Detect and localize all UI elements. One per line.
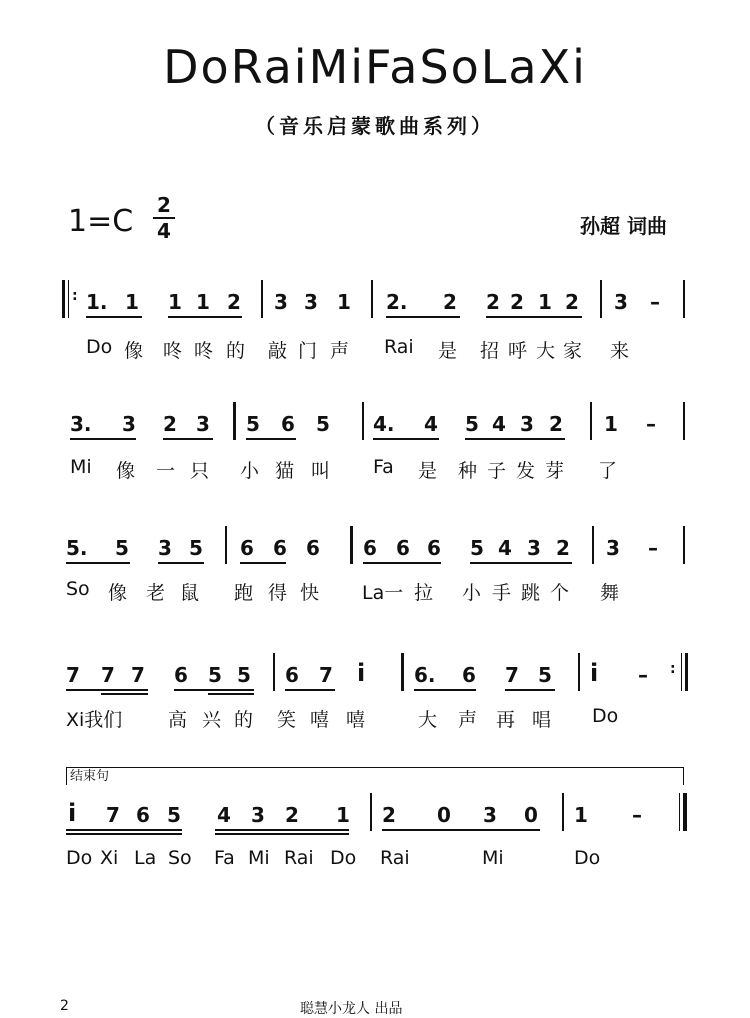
- lyric: Do: [66, 847, 93, 869]
- note: 1: [125, 290, 139, 314]
- lyric: 门: [298, 340, 318, 362]
- notes-row: [0, 290, 750, 330]
- barline: [370, 793, 372, 831]
- lyric: 声: [458, 709, 478, 731]
- notes-row: [0, 659, 750, 703]
- lyric: 个: [550, 582, 570, 604]
- note: 5: [316, 412, 330, 436]
- note: 1: [574, 803, 588, 827]
- note: 2: [486, 290, 500, 314]
- lyric: 来: [610, 340, 630, 362]
- barline: [683, 280, 685, 318]
- repeat-end-thin: [681, 653, 682, 691]
- lyric: So: [168, 847, 192, 869]
- lyric: 声: [330, 340, 350, 362]
- lyric: 嘻: [310, 709, 330, 731]
- barline: [371, 280, 373, 318]
- lyric: 呼: [508, 340, 528, 362]
- note: 5: [237, 663, 251, 687]
- barline: [401, 653, 404, 691]
- note-dash: –: [638, 663, 648, 687]
- lyric: 咚: [194, 340, 214, 362]
- repeat-start-thin: [68, 280, 69, 318]
- note: 5: [465, 412, 479, 436]
- lyric: 手: [492, 582, 512, 604]
- note: 2: [285, 803, 299, 827]
- lyric: 大: [418, 709, 438, 731]
- note: 6.: [414, 663, 436, 687]
- note: 4: [424, 412, 438, 436]
- lyric: Do: [330, 847, 357, 869]
- note-dash: –: [650, 290, 660, 314]
- note: 6: [281, 412, 295, 436]
- note: 0: [524, 803, 538, 827]
- lyric: 了: [598, 460, 618, 482]
- lyric: 咚: [163, 340, 183, 362]
- note: 5: [115, 536, 129, 560]
- note: 1: [336, 803, 350, 827]
- time-signature: [153, 194, 175, 242]
- note: 2.: [386, 290, 408, 314]
- note: 3.: [70, 412, 92, 436]
- note: 4: [217, 803, 231, 827]
- lyric: 舞: [600, 582, 620, 604]
- underline: [386, 316, 460, 318]
- lyric: 跑: [234, 582, 254, 604]
- lyric: Do: [574, 847, 601, 869]
- note: 2: [443, 290, 457, 314]
- note: 6: [396, 536, 410, 560]
- repeat-start-barline: [62, 280, 65, 318]
- barline: [350, 526, 353, 564]
- lyric: 子: [487, 460, 507, 482]
- lyric: 招: [480, 340, 500, 362]
- note: 4: [492, 412, 506, 436]
- lyric: 笑: [277, 709, 297, 731]
- underline: [66, 689, 148, 691]
- underline: [208, 693, 254, 695]
- underline: [174, 689, 254, 691]
- barline: [225, 526, 227, 564]
- note: 3: [122, 412, 136, 436]
- note: 6: [174, 663, 188, 687]
- note: 4.: [373, 412, 395, 436]
- barline: [362, 402, 364, 440]
- lyric: 鼠: [180, 582, 200, 604]
- note: 7: [101, 663, 115, 687]
- note: 5: [189, 536, 203, 560]
- note-high: i: [357, 659, 366, 687]
- lyric: 像: [116, 460, 136, 482]
- underline: [505, 689, 555, 691]
- underline: [382, 829, 540, 831]
- note: 2: [565, 290, 579, 314]
- note: 5: [208, 663, 222, 687]
- lyric: 是: [418, 460, 438, 482]
- note-dash: –: [648, 536, 658, 560]
- lyric: Xi我们: [66, 709, 123, 731]
- note: 7: [505, 663, 519, 687]
- note: 7: [66, 663, 80, 687]
- repeat-end-barline: [685, 653, 688, 691]
- lyric: Mi: [482, 847, 504, 869]
- ending-label: 结束句: [70, 769, 110, 784]
- note: 5: [167, 803, 181, 827]
- lyric: Fa: [214, 847, 235, 869]
- lyric: Mi: [248, 847, 270, 869]
- lyric: 芽: [545, 460, 565, 482]
- underline: [70, 438, 136, 440]
- lyric: 唱: [532, 709, 552, 731]
- note: 5: [538, 663, 552, 687]
- note: 5.: [66, 536, 88, 560]
- lyric: 小: [462, 582, 482, 604]
- final-barline-thin: [679, 793, 680, 831]
- note: 4: [498, 536, 512, 560]
- note: 3: [251, 803, 265, 827]
- lyric: 老: [146, 582, 166, 604]
- lyric: 高: [168, 709, 188, 731]
- lyric: So: [66, 578, 90, 600]
- lyric: 一: [156, 460, 176, 482]
- note: 2: [163, 412, 177, 436]
- note: 6: [240, 536, 254, 560]
- note: 3: [483, 803, 497, 827]
- note: 2: [382, 803, 396, 827]
- barline: [590, 402, 592, 440]
- final-barline-thick: [683, 793, 687, 831]
- note: 3: [520, 412, 534, 436]
- note: 1: [168, 290, 182, 314]
- lyric: 小: [240, 460, 260, 482]
- time-signature-top: 2: [157, 193, 171, 217]
- ending-bracket: [66, 767, 684, 785]
- page-number: 2: [60, 998, 69, 1014]
- lyric: Do: [86, 336, 113, 358]
- underline: [486, 316, 582, 318]
- note: 5: [246, 412, 260, 436]
- note: 7: [131, 663, 145, 687]
- lyric: 只: [190, 460, 210, 482]
- note: 6: [462, 663, 476, 687]
- lyric: 像: [108, 582, 128, 604]
- underline: [86, 316, 142, 318]
- underline: [470, 562, 572, 564]
- author-credit: 孙超 词曲: [580, 214, 667, 238]
- lyric: 叫: [311, 460, 331, 482]
- note-dash: –: [632, 803, 642, 827]
- note-dash: –: [646, 412, 656, 436]
- underline: [66, 829, 182, 831]
- lyric: 的: [234, 709, 254, 731]
- lyric: 跳: [521, 582, 541, 604]
- underline: [373, 438, 439, 440]
- lyric: La: [134, 847, 157, 869]
- lyric: 种: [458, 460, 478, 482]
- note: 1: [337, 290, 351, 314]
- note: 2: [510, 290, 524, 314]
- note: 5: [470, 536, 484, 560]
- note: 0: [437, 803, 451, 827]
- underline: [240, 562, 286, 564]
- key-signature: 1=C: [68, 204, 134, 239]
- note: 6: [285, 663, 299, 687]
- underline: [215, 829, 349, 831]
- repeat-dot: :: [72, 288, 78, 304]
- barline: [233, 402, 236, 440]
- note: 7: [319, 663, 333, 687]
- lyric: Rai: [384, 336, 414, 358]
- note: 2: [227, 290, 241, 314]
- notes-row: [0, 536, 750, 576]
- underline: [101, 693, 148, 695]
- underline: [285, 689, 335, 691]
- note: 3: [158, 536, 172, 560]
- barline: [261, 280, 263, 318]
- barline: [683, 526, 685, 564]
- lyric: 的: [226, 340, 246, 362]
- note: 3: [304, 290, 318, 314]
- lyric: Rai: [284, 847, 314, 869]
- lyric: 大: [536, 340, 556, 362]
- note: 6: [363, 536, 377, 560]
- lyric: La一: [362, 582, 404, 604]
- underline: [363, 562, 441, 564]
- underline: [465, 438, 565, 440]
- lyric: Rai: [380, 847, 410, 869]
- note: 1: [604, 412, 618, 436]
- song-title: DoRaiMiFaSoLaXi: [163, 40, 587, 94]
- lyric: Do: [592, 705, 619, 727]
- note: 3: [527, 536, 541, 560]
- note: 2: [556, 536, 570, 560]
- underline: [163, 438, 213, 440]
- song-subtitle: （音乐启蒙歌曲系列）: [255, 114, 495, 138]
- lyric: 嘻: [346, 709, 366, 731]
- underline: [414, 689, 476, 691]
- note: 1: [538, 290, 552, 314]
- lyric: 敲: [268, 340, 288, 362]
- note: 6: [306, 536, 320, 560]
- note: 6: [273, 536, 287, 560]
- note: 1: [196, 290, 210, 314]
- underline: [66, 833, 182, 835]
- barline: [562, 793, 564, 831]
- lyric: 是: [438, 340, 458, 362]
- underline: [66, 562, 130, 564]
- barline: [273, 653, 275, 691]
- notes-row: [0, 412, 750, 452]
- note: 1.: [86, 290, 108, 314]
- barline: [578, 653, 580, 691]
- notes-row: [0, 799, 750, 843]
- lyric: 再: [496, 709, 516, 731]
- lyric: Xi: [100, 847, 119, 869]
- note-high: i: [68, 799, 77, 827]
- publisher-credit: 聪慧小龙人 出品: [300, 1001, 403, 1017]
- barline: [592, 526, 594, 564]
- underline: [158, 562, 204, 564]
- note: 7: [106, 803, 120, 827]
- underline: [246, 438, 296, 440]
- time-signature-bottom: 4: [157, 219, 171, 243]
- barline: [683, 402, 685, 440]
- lyric: 家: [563, 340, 583, 362]
- note: 3: [614, 290, 628, 314]
- note: 3: [196, 412, 210, 436]
- lyric: 发: [516, 460, 536, 482]
- underline: [215, 833, 349, 835]
- note: 6: [136, 803, 150, 827]
- note: 3: [274, 290, 288, 314]
- note-high: i: [590, 659, 599, 687]
- note: 3: [606, 536, 620, 560]
- note: 2: [549, 412, 563, 436]
- barline: [600, 280, 602, 318]
- lyric: 快: [300, 582, 320, 604]
- lyric: 得: [268, 582, 288, 604]
- underline: [168, 316, 242, 318]
- lyric: Mi: [70, 456, 92, 478]
- lyric: 像: [124, 340, 144, 362]
- lyric: Fa: [373, 456, 394, 478]
- repeat-dot: :: [670, 661, 676, 677]
- lyric: 兴: [202, 709, 222, 731]
- note: 6: [427, 536, 441, 560]
- lyric: 猫: [275, 460, 295, 482]
- lyric: 拉: [414, 582, 434, 604]
